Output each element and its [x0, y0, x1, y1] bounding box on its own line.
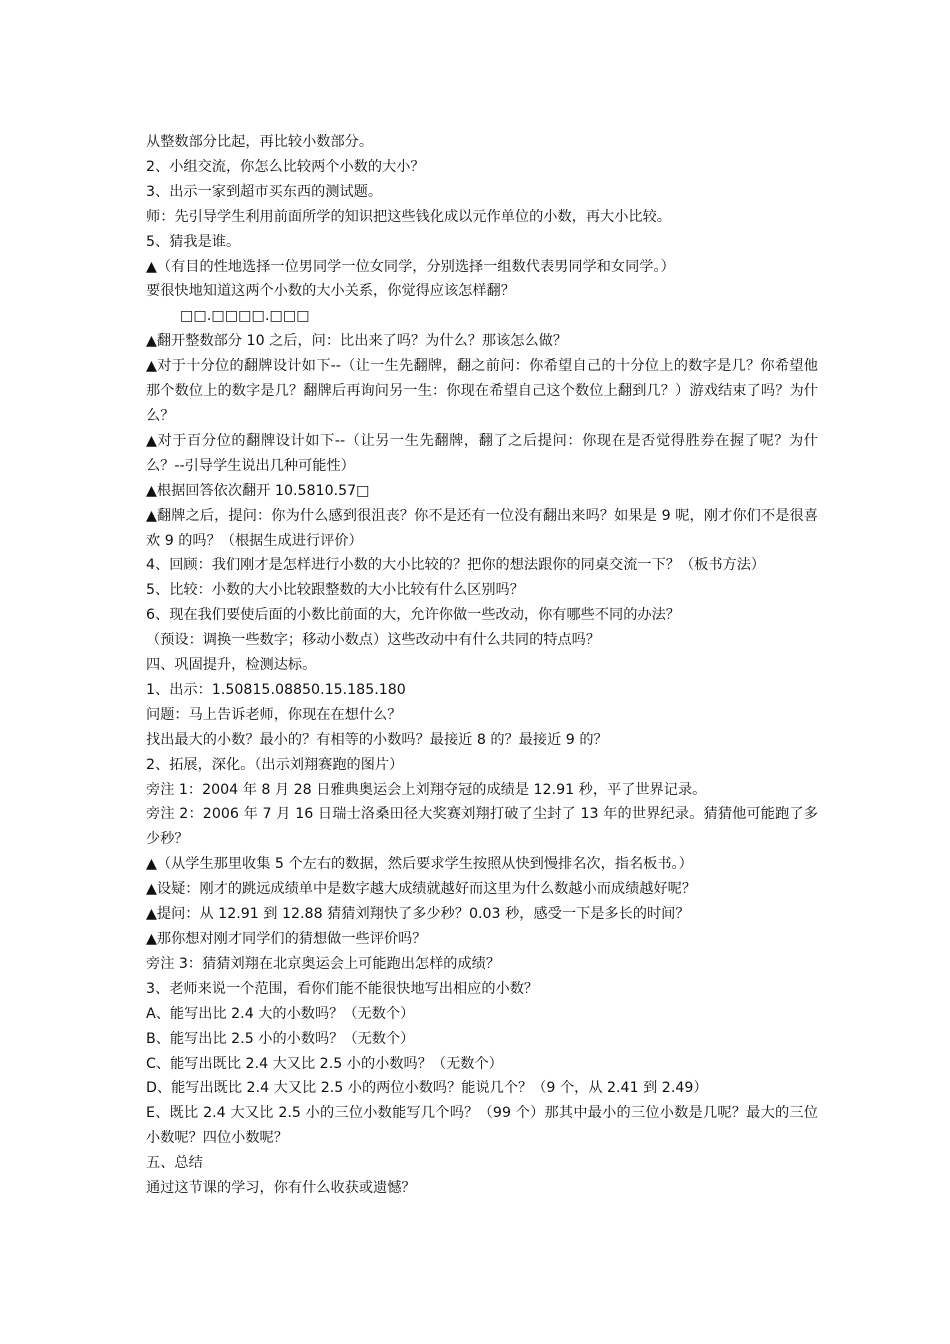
- document-page: [146, 130, 818, 1201]
- text-line: 要很快地知道这两个小数的大小关系，你觉得应该怎样翻？: [146, 283, 515, 300]
- text-line: ▲翻开整数部分 10 之后，问：比出来了吗？为什么？那该怎么做？: [146, 333, 568, 350]
- text-line: ▲（有目的性地选择一位男同学一位女同学，分别选择一组数代表男同学和女同学。）: [146, 258, 675, 275]
- text-line: 3、出示一家到超市买东西的测试题。: [146, 183, 383, 200]
- text-line: ▲（从学生那里收集 5 个左右的数据，然后要求学生按照从快到慢排名次，指名板书。）: [146, 856, 693, 873]
- text-line: 2、小组交流，你怎么比较两个小数的大小？: [146, 158, 425, 175]
- text-line: 3、老师来说一个范围，看你们能不能很快地写出相应的小数？: [146, 980, 539, 997]
- section-heading: 五、总结: [146, 1155, 203, 1172]
- text-paragraph: 旁注 2：2006 年 7 月 16 日瑞士洛桑田径大奖赛刘翔打破了尘封了 13 年的世界纪录。猜猜他可能跑了多少秒？: [146, 806, 818, 848]
- text-line: 5、比较：小数的大小比较跟整数的大小比较有什么区别吗？: [146, 582, 524, 599]
- text-paragraph: 4、回顾：我们刚才是怎样进行小数的大小比较的？把你的想法跟你的同桌交流一下？（板书方法）: [146, 557, 766, 574]
- text-line: C、能写出既比 2.4 大又比 2.5 小的小数吗？（无数个）: [146, 1055, 503, 1072]
- card-placeholder-line: □□.□□□□.□□□: [180, 308, 310, 325]
- text-line: 6、现在我们要使后面的小数比前面的大，允许你做一些改动，你有哪些不同的办法？: [146, 607, 680, 624]
- text-line: 师：先引导学生利用前面所学的知识把这些钱化成以元作单位的小数，再大小比较。: [146, 208, 671, 225]
- text-line: D、能写出既比 2.4 大又比 2.5 小的两位小数吗？能说几个？（9 个，从 2.41 到 2.49）: [146, 1080, 708, 1097]
- text-line: 旁注 1：2004 年 8 月 28 日雅典奥运会上刘翔夺冠的成绩是 12.91 秒，平了世界记录。: [146, 781, 707, 798]
- text-line: ▲提问：从 12.91 到 12.88 猜猜刘翔快了多少秒？0.03 秒，感受一下是多长的时间？: [146, 906, 690, 923]
- text-line: 问题：马上告诉老师，你现在在想什么？: [146, 706, 402, 723]
- text-paragraph: E、既比 2.4 大又比 2.5 小的三位小数能写几个吗？（99 个）那其中最小的三位小数是几呢？最大的三位小数呢？四位小数呢？: [146, 1105, 818, 1147]
- text-line: 5、猜我是谁。: [146, 233, 241, 250]
- text-line: （预设：调换一些数字；移动小数点）这些改动中有什么共同的特点吗？: [146, 632, 601, 649]
- text-line: 旁注 3：猜猜刘翔在北京奥运会上可能跑出怎样的成绩？: [146, 955, 501, 972]
- text-line: B、能写出比 2.5 小的小数吗？（无数个）: [146, 1030, 415, 1047]
- text-paragraph: ▲对于百分位的翻牌设计如下--（让另一生先翻牌，翻了之后提问：你现在是否觉得胜券在握了呢？为什么？--引导学生说出几种可能性）: [146, 432, 818, 474]
- text-line: 找出最大的小数？最小的？有相等的小数吗？最接近 8 的？最接近 9 的？: [146, 731, 608, 748]
- text-line: ▲那你想对刚才同学们的猜想做一些评价吗？: [146, 931, 427, 947]
- section-heading: 四、巩固提升，检测达标。: [146, 657, 317, 674]
- text-paragraph: ▲翻牌之后，提问：你为什么感到很沮丧？你不是还有一位没有翻出来吗？如果是 9 呢，刚才你们不是很喜欢 9 的吗？（根据生成进行评价）: [146, 507, 818, 549]
- text-line: A、能写出比 2.4 大的小数吗？（无数个）: [146, 1005, 415, 1022]
- text-line: 1、出示：1.50815.08850.15.185.180: [146, 681, 406, 698]
- text-line: ▲根据回答依次翻开 10.5810.57□: [146, 482, 370, 499]
- text-line: 从整数部分比起，再比较小数部分。: [146, 134, 374, 150]
- text-line: ▲设疑：刚才的跳远成绩单中是数字越大成绩就越好而这里为什么数越小而成绩越好呢？: [146, 881, 697, 898]
- text-paragraph: ▲对于十分位的翻牌设计如下--（让一生先翻牌，翻之前问：你希望自己的十分位上的数字是几？你希望他那个数位上的数字是几？翻牌后再询问另一生：你现在希望自己这个数位上翻到几？）游戏结束了吗？为什么？: [146, 358, 818, 424]
- text-line: 通过这节课的学习，你有什么收获或遗憾？: [146, 1180, 416, 1197]
- text-line: 2、拓展，深化。（出示刘翔赛跑的图片）: [146, 756, 404, 773]
